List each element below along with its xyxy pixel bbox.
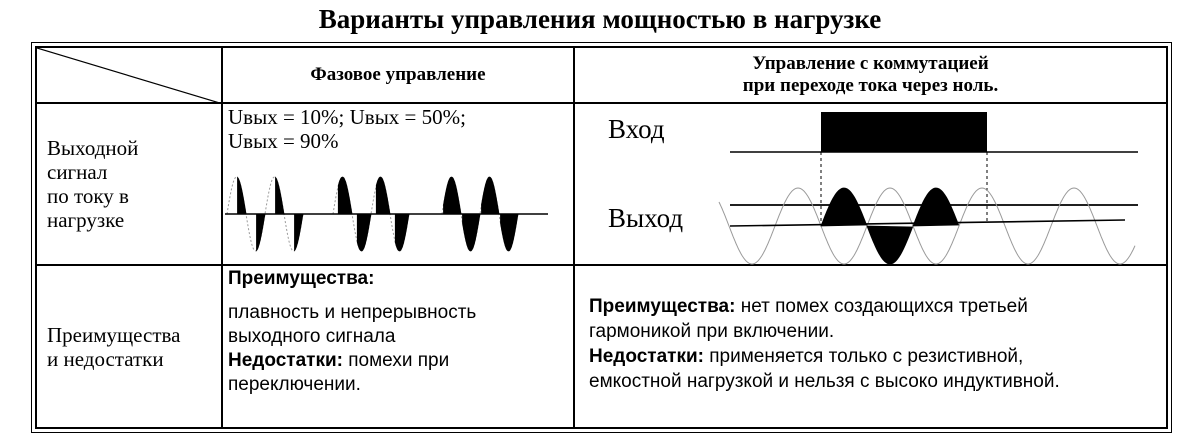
conducting-segment: [338, 177, 352, 214]
header-phase-control: Фазовое управление: [222, 47, 574, 103]
corner-cell: [36, 47, 222, 103]
header-zero-crossing-line2: при переходе тока через ноль.: [742, 75, 999, 96]
row-label-line: Преимущества: [47, 322, 181, 347]
zc-pros-text1: нет помех создающихся третьей: [735, 296, 1028, 317]
phase-control-waveform-cell: [222, 103, 574, 265]
conducting-segment: [238, 178, 247, 215]
conducting-segment: [463, 214, 481, 251]
phase-cons-title: Недостатки:: [228, 350, 343, 371]
corner-diagonal: [37, 48, 223, 104]
output-conducting-halfwave: [821, 188, 867, 226]
zero-crossing-waveform: [575, 104, 1168, 266]
phase-pros-line1: плавность и непрерывность: [228, 302, 477, 323]
output-conducting-halfwave: [913, 188, 959, 226]
zc-pros-line1: [589, 294, 1060, 319]
row-label-line: нагрузке: [47, 208, 125, 232]
phase-cons-text1: помехи при: [342, 350, 450, 371]
header-row: [36, 47, 1167, 103]
conducting-segment: [501, 214, 519, 251]
output-label: Выход: [608, 203, 684, 233]
phase-control-pros-cons: [222, 265, 574, 428]
zc-pros-line2: гармоникой при включении.: [589, 321, 835, 342]
conducting-segment: [357, 214, 371, 251]
row-pros-cons: [36, 265, 1167, 428]
row-label-line: по току в: [47, 184, 129, 208]
output-conducting-halfwave: [867, 226, 913, 264]
row-label-line: Выходной: [47, 136, 139, 160]
comparison-table: [35, 46, 1168, 429]
phase-caption-line1: Uвых = 10%; Uвых = 50%;: [228, 105, 466, 129]
row-label-output-signal: [36, 103, 222, 265]
header-zero-crossing-line1: Управление с коммутацией: [752, 53, 989, 74]
conducting-segment: [395, 214, 409, 251]
zc-pros-title: Преимущества:: [589, 296, 736, 317]
zero-crossing-pros-cons: [574, 265, 1167, 428]
conducting-segment: [295, 214, 304, 251]
phase-cons-line1: [228, 349, 476, 373]
conducting-segment: [482, 177, 500, 214]
zc-cons-line1: [589, 344, 1060, 369]
zc-pros-cons-text: [589, 294, 1060, 394]
input-label: Вход: [608, 114, 665, 144]
conducting-segment: [444, 177, 462, 214]
conducting-segment: [376, 177, 390, 214]
zc-cons-line2: емкостной нагрузкой и нельзя с высоко индуктивной.: [589, 371, 1060, 392]
zc-cons-text1: применяется только с резистивной,: [703, 346, 1024, 367]
phase-pros-line2: выходного сигнала: [228, 326, 396, 347]
header-zero-crossing: [574, 47, 1167, 103]
row-output-signal: [36, 103, 1167, 265]
row-label-line: сигнал: [47, 160, 108, 184]
phase-pros-title: Преимущества:: [228, 268, 375, 289]
conducting-segment: [276, 178, 285, 215]
zero-crossing-waveform-cell: [574, 103, 1167, 265]
conducting-segment: [257, 214, 266, 251]
row-label-line: и недостатки: [47, 346, 164, 371]
phase-caption-line2: Uвых = 90%: [228, 129, 339, 153]
input-pulse: [821, 112, 987, 152]
zc-cons-title: Недостатки:: [589, 346, 704, 367]
phase-cons-line2: переключении.: [228, 374, 361, 395]
phase-pros-cons-text: [228, 267, 476, 397]
phase-control-waveform: [223, 104, 575, 266]
diagram-title: Варианты управления мощностью в нагрузке: [318, 4, 882, 34]
row-label-pros-cons: [36, 265, 222, 428]
